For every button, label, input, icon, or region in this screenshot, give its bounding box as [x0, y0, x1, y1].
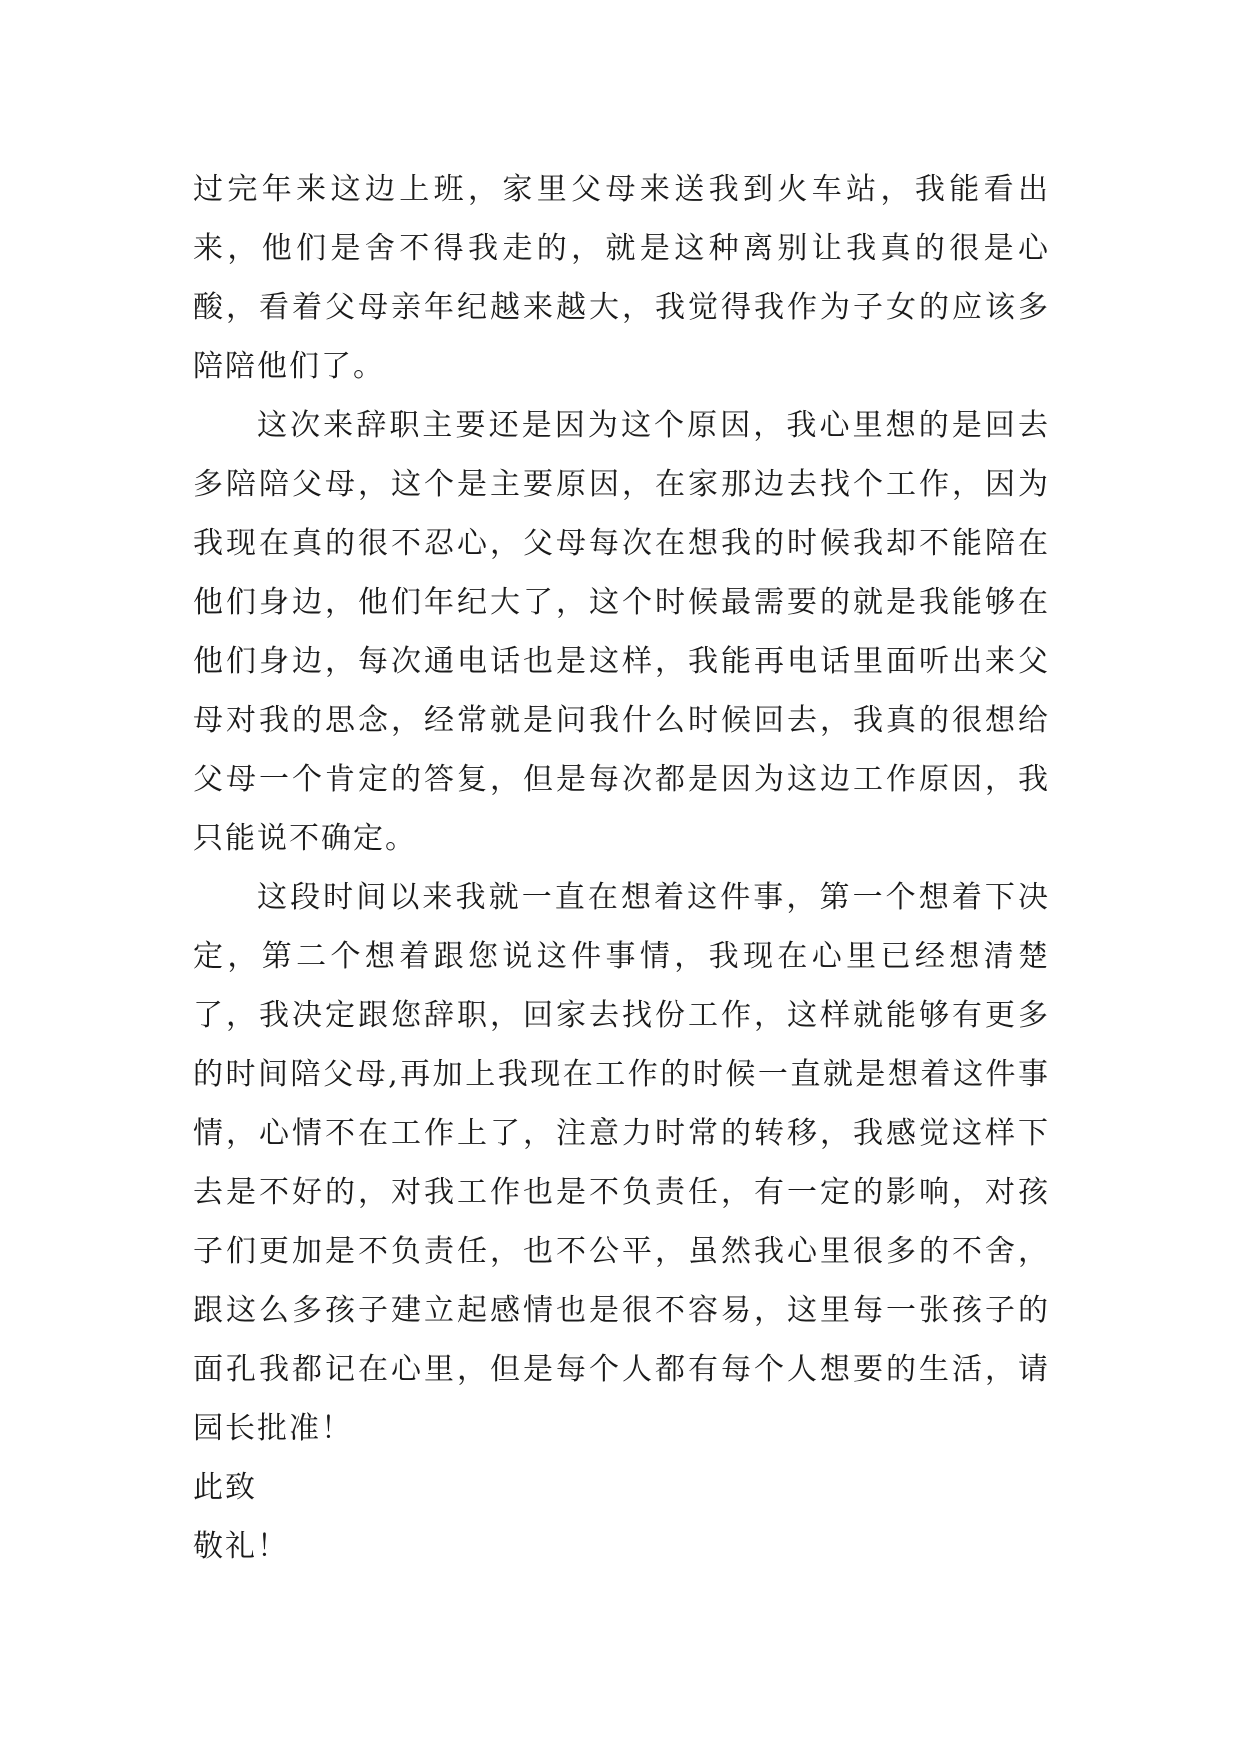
closing-salutation: 此致	[193, 1470, 257, 1505]
paragraph-1: 过完年来这边上班，家里父母来送我到火车站，我能看出来，他们是舍不得我走的，就是这种离别让我真的很是心酸，看着父母亲年纪越来越大，我觉得我作为子女的应该多陪陪他们了。	[193, 172, 1050, 384]
letter-body	[193, 160, 1050, 1576]
paragraph-3: 这段时间以来我就一直在想着这件事，第一个想着下决定，第二个想着跟您说这件事情，我现在心里已经想清楚了，我决定跟您辞职，回家去找份工作，这样就能够有更多的时间陪父母,再加上我现在工作的时候一直就是想着这件事情，心情不在工作上了，注意力时常的转移，我感觉这样下去是不好的，对我工作也是不负责任，有一定的影响，对孩子们更加是不负责任，也不公平，虽然我心里很多的不舍，跟这么多孩子建立起感情也是很不容易，这里每一张孩子的面孔我都记在心里，但是每个人都有每个人想要的生活，请园长批准！	[193, 880, 1050, 1446]
closing-regards: 敬礼！	[193, 1529, 289, 1564]
paragraph-2: 这次来辞职主要还是因为这个原因，我心里想的是回去多陪陪父母，这个是主要原因，在家那边去找个工作，因为我现在真的很不忍心，父母每次在想我的时候我却不能陪在他们身边，他们年纪大了，这个时候最需要的就是我能够在他们身边，每次通电话也是这样，我能再电话里面听出来父母对我的思念，经常就是问我什么时候回去，我真的很想给父母一个肯定的答复，但是每次都是因为这边工作原因，我只能说不确定。	[193, 408, 1050, 856]
